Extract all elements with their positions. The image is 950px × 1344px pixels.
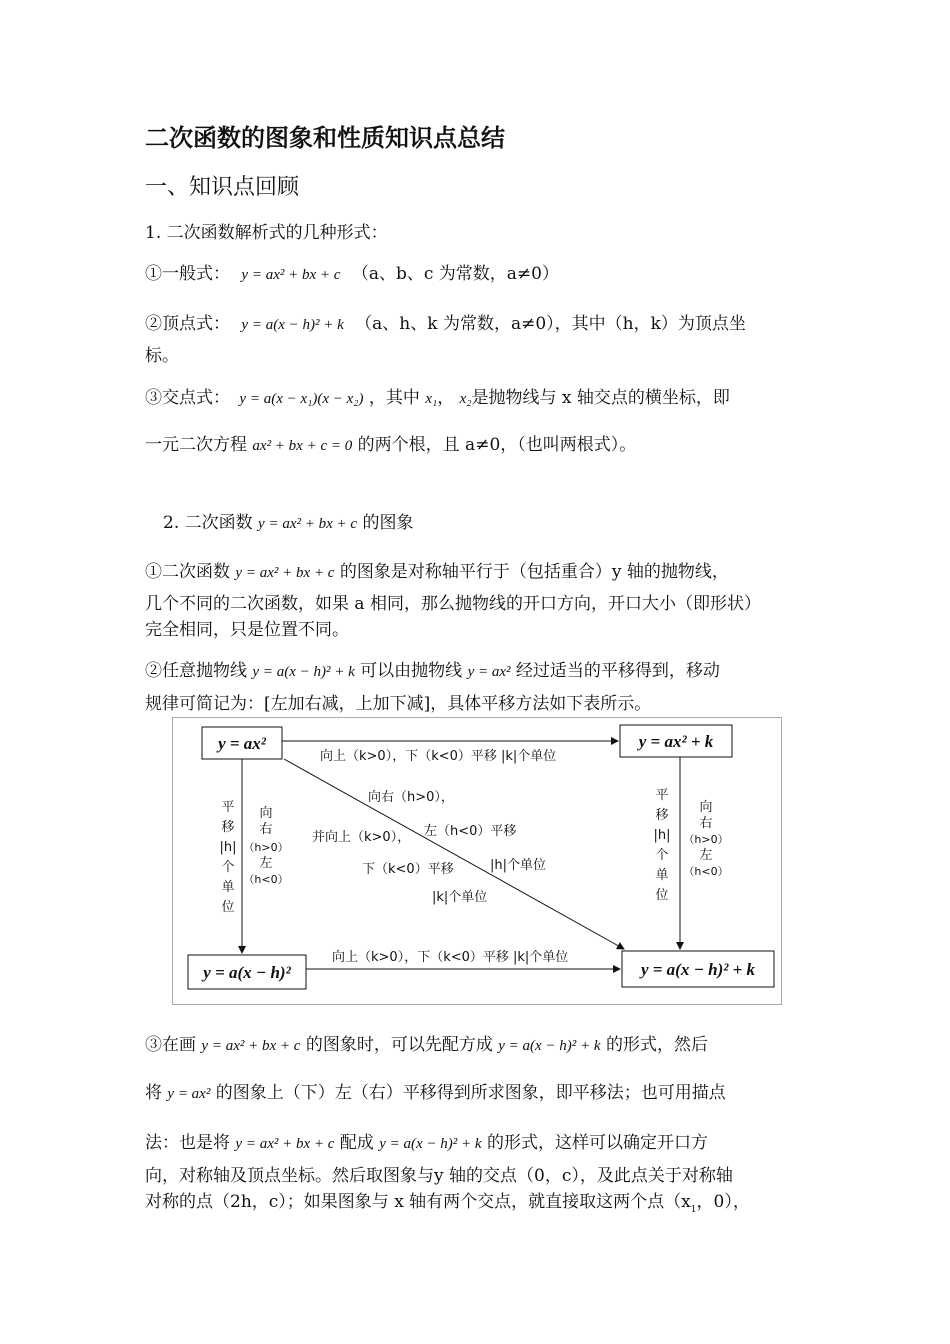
svg-text:个: 个 — [221, 860, 235, 875]
para3-line2: 将 y = ax² 的图象上（下）左（右）平移得到所求图象，即平移法；也可用描点 — [145, 1083, 726, 1103]
diagonal-labels — [312, 790, 546, 905]
svg-text:|h|: |h| — [653, 828, 671, 843]
section-heading: 一、知识点回顾 — [145, 175, 300, 200]
x2-symbol: x₂ — [459, 391, 472, 407]
para1-line1: ①二次函数 y = ax² + bx + c 的图象是对称轴平行于（包括重合）y 轴的抛物线， — [145, 562, 729, 582]
vertex-label: ②顶点式： — [145, 314, 230, 334]
intercept-form-line: ③交点式： y = a(x − x₁)(x − x₂) ，其中 x₁， x₂是抛物线与 x 轴交点的横坐标，即 — [145, 388, 730, 408]
right-col2-label — [683, 800, 728, 878]
svg-text:左: 左 — [699, 848, 713, 863]
para1-line3: 完全相同，只是位置不同。 — [145, 620, 349, 640]
svg-text:平: 平 — [655, 788, 669, 803]
left-col1-label — [220, 800, 237, 915]
intercept-note: 是抛物线与 x 轴交点的横坐标，即 — [471, 388, 730, 408]
general-formula: y = ax² + bx + c — [241, 267, 341, 283]
svg-text:向右（h>0），: 向右（h>0）， — [368, 790, 454, 805]
left-col2-label — [243, 806, 288, 886]
para3-line3: 法：也是将 y = ax² + bx + c 配成 y = a(x − h)² + k 的形式，这样可以确定开口方 — [145, 1133, 708, 1153]
svg-text:向: 向 — [259, 806, 273, 821]
svg-text:下（k<0）平移: 下（k<0）平移 — [362, 862, 454, 877]
arrow-diagonal — [284, 759, 624, 949]
box-bottom-left-text: y = a(x − h)² — [203, 963, 291, 982]
box-top-left-text: y = ax² — [218, 734, 266, 753]
vertex-formula: y = a(x − h)² + k — [241, 317, 344, 333]
svg-text:位: 位 — [655, 888, 669, 903]
vertex-form-line — [145, 309, 746, 334]
bottom-arrow-label: 向上（k>0），下（k<0）平移 |k|个单位 — [332, 950, 569, 965]
svg-text:（h<0）: （h<0） — [243, 873, 289, 886]
svg-text:左: 左 — [259, 856, 273, 871]
para2-line1: ②任意抛物线 y = a(x − h)² + k 可以由抛物线 y = ax² 经过适当的平移得到，移动 — [145, 661, 720, 681]
vertex-note-cont: 标。 — [145, 346, 179, 366]
intercept-formula: y = a(x − x₁)(x − x₂) — [239, 391, 364, 407]
para2-line2: 规律可简记为：[左加右减，上加下减]，具体平移方法如下表所示。 — [145, 694, 652, 714]
svg-text:单: 单 — [655, 868, 669, 883]
para3-line5: 对称的点（2h，c）；如果图象与 x 轴有两个交点，就直接取这两个点（$x_1$，0）， — [145, 1192, 750, 1215]
item2-heading: 2. 二次函数 y = ax² + bx + c 的图象 — [163, 513, 414, 533]
general-note: （a、b、c 为常数，a≠0） — [351, 264, 559, 284]
svg-text:|k|个单位: |k|个单位 — [432, 890, 488, 905]
general-form-line — [145, 259, 559, 284]
equation-formula: ax² + bx + c = 0 — [252, 438, 353, 454]
para1-line2: 几个不同的二次函数，如果 a 相同，那么抛物线的开口方向，开口大小（即形状） — [145, 594, 761, 614]
svg-text:移: 移 — [655, 808, 669, 823]
right-col1-label — [654, 788, 671, 903]
para3-line4: 向，对称轴及顶点坐标。然后取图象与y 轴的交点（0，c），及此点关于对称轴 — [145, 1166, 733, 1186]
svg-text:移: 移 — [221, 820, 235, 835]
svg-text:右: 右 — [259, 822, 273, 837]
para3-line1: ③在画 y = ax² + bx + c 的图象时，可以先配方成 y = a(x − h)² + k 的形式，然后 — [145, 1035, 708, 1055]
svg-text:平: 平 — [221, 800, 235, 815]
svg-text:并向上（k>0），: 并向上（k>0）， — [312, 830, 411, 845]
vertex-note: （a、h、k 为常数，a≠0），其中（h，k）为顶点坐 — [355, 314, 746, 334]
general-label: ①一般式： — [145, 264, 230, 284]
svg-text:（h<0）: （h<0） — [683, 865, 729, 878]
top-arrow-label: 向上（k>0），下（k<0）平移 |k|个单位 — [320, 749, 557, 764]
svg-text:右: 右 — [699, 816, 713, 831]
item1-heading: 1. 二次函数解析式的几种形式： — [145, 223, 388, 243]
svg-text:（h>0）: （h>0） — [683, 833, 729, 846]
box-bottom-right-text: y = a(x − h)² + k — [640, 960, 756, 979]
svg-text:（h>0）: （h>0） — [243, 841, 289, 854]
svg-text:|h|: |h| — [219, 840, 237, 855]
svg-text:单: 单 — [221, 880, 235, 895]
x1-symbol: x₁ — [425, 391, 438, 407]
page-title: 二次函数的图象和性质知识点总结 — [145, 124, 505, 152]
svg-text:个: 个 — [655, 848, 669, 863]
intercept-label: ③交点式： — [145, 388, 230, 408]
svg-text:|h|个单位: |h|个单位 — [490, 858, 546, 873]
svg-text:向: 向 — [699, 800, 713, 815]
box-top-right-text: y = ax² + k — [638, 732, 714, 751]
translation-diagram — [172, 717, 782, 1005]
svg-text:位: 位 — [221, 900, 235, 915]
intercept-line2: 一元二次方程 ax² + bx + c = 0 的两个根，且 a≠0，（也叫两根式）。 — [145, 435, 637, 455]
svg-text:左（h<0）平移: 左（h<0）平移 — [424, 824, 517, 839]
